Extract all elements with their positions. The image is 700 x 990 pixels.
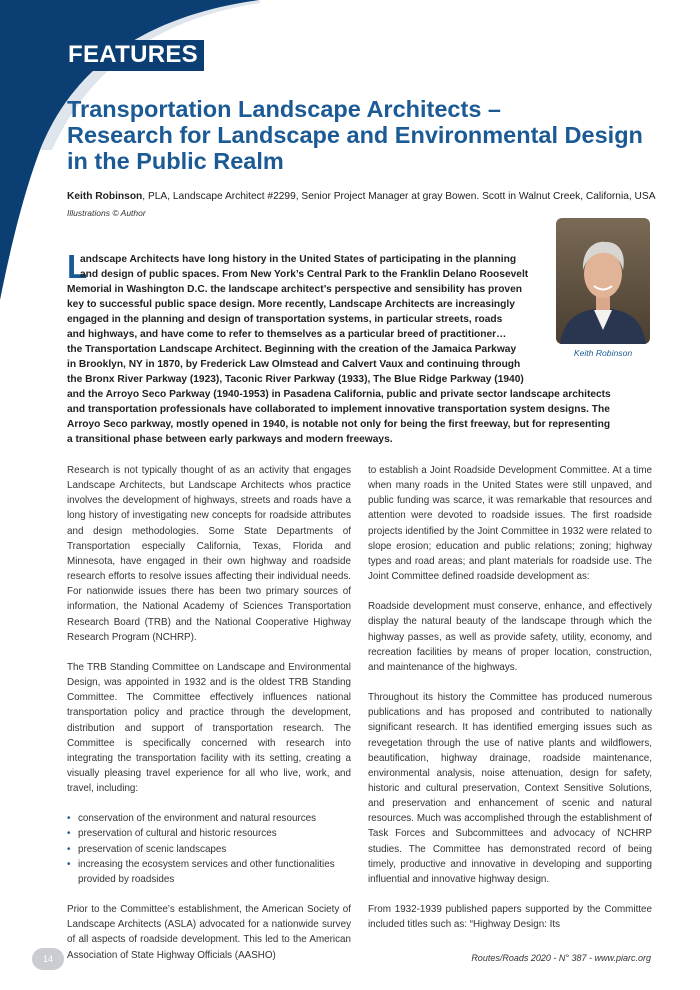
- body-paragraph: Throughout its history the Committee has produced numerous publications and has proposed and contributed to nationally significant research. It has identified emerging issues such as revegetation through the use of native plants and wildflowers, beautification, highway drainage, roadside maintenance, environmental analysis, noise attenuation, design for safety, historic and cultural preservation, Context Sensitive Solutions, and preservation and enhancement of scenic and natural resources. Much was accomplished through the establishment of Task Forces and Subcommittees and advocacy of NCHRP studies. The Committee has demonstrated record of being timely, productive and innovative in developing and supporting influential and innovative highway design.: [368, 692, 652, 885]
- illustrations-credit: Illustrations © Author: [67, 208, 146, 218]
- body-paragraph: From 1932-1939 published papers supported by the Committee included titles such as: “Highway Design: Its: [368, 904, 652, 931]
- intro-line: a transitional phase between early parkways and modern freeways.: [67, 434, 393, 445]
- intro-line: and highways, and have come to refer to themselves as a particular breed of practitioner…: [67, 329, 507, 340]
- left-column: [67, 463, 351, 978]
- title-line: Transportation Landscape Architects –: [67, 96, 501, 122]
- intro-line: the Bronx River Parkway (1923), Taconic River Parkway (1933), The Blue Ridge Parkway (1940): [67, 374, 524, 385]
- article-title: [67, 96, 667, 174]
- body-paragraph: to establish a Joint Roadside Development Committee. At a time when many roads in the United States were still unpaved, and public funding was scarce, it was remarkable that resources and attention were devoted to roadside issues. The first roadside projects identified by the Joint Committee in 1932 were related to slope erosion; education and public relations; zoning; highway types and road areas; and plant materials for roadside use. The Joint Committee defined roadside development as:: [368, 465, 652, 583]
- right-column: [368, 463, 652, 947]
- intro-paragraph: [67, 248, 653, 447]
- bullet-item: • preservation of cultural and historic resources: [67, 826, 351, 841]
- body-paragraph: The TRB Standing Committee on Landscape and Environmental Design, was appointed in 1932 and is the oldest TRB Standing Committee. The Committee effectively influences national transportation policy and practice through the development, distribution and support of transportation research. The Committee is specifically concerned with research into integrating the transportation facility with its setting, creating a visually pleasing travel experience for all who live, work, and travel, including:: [67, 661, 351, 795]
- bullet-item: • conservation of the environment and natural resources: [67, 811, 351, 826]
- bullet-list: [67, 811, 351, 887]
- intro-dropcap: L: [67, 248, 88, 285]
- intro-line: engaged in the planning and design of transportation systems, in particular streets, roads: [67, 314, 503, 325]
- intro-line: and transportation professionals have collaborated to implement innovative transportation system designs. The: [67, 404, 610, 415]
- title-line: Research for Landscape and Environmental Design: [67, 122, 643, 148]
- intro-line: in Brooklyn, NY in 1870, by Frederick Law Olmstead and Calvert Vaux and continuing through: [67, 359, 521, 370]
- author-name: Keith Robinson: [67, 191, 143, 202]
- intro-line: andscape Architects have long history in the United States of participating in the planning: [80, 254, 517, 265]
- intro-line: Memorial in Washington D.C. the landscape architect’s perspective and sensibility has proven: [67, 284, 522, 295]
- body-paragraph: Prior to the Committee’s establishment, the American Society of Landscape Architects (ASLA) advocated for a nationwide survey of all aspects of roadside development. This led to the American Association of State Highway Officials (AASHO): [67, 904, 351, 961]
- bullet-item: • preservation of scenic landscapes: [67, 842, 351, 857]
- page-number: 14: [32, 948, 64, 970]
- section-tag: FEATURES: [64, 40, 204, 71]
- intro-line: key to successful public space design. More recently, Landscape Architects are increasingly: [67, 299, 515, 310]
- body-paragraph: Roadside development must conserve, enhance, and effectively display the natural beauty of the landscape through which the highway passes, as well as provide safety, utility, economy, and recreation facilities by means of proper location, construction, and maintenance of the highways.: [368, 601, 652, 673]
- intro-line: the Transportation Landscape Architect. Beginning with the creation of the Jamaica Parkway: [67, 344, 517, 355]
- intro-line: and the Arroyo Seco Parkway (1940-1953) in Pasadena California, public and private sector landscape architects: [67, 389, 611, 400]
- byline: [67, 191, 656, 202]
- body-paragraph: Research is not typically thought of as an activity that engages Landscape Architects, but Landscape Architects whos practice involves the development of highways, streets and roads have a long history of investigating new concepts for roadside attributes and design methodologies. Some State Departments of Transportation especially California, Texas, Florida and Minnesota, have engaged in their own highway and roadside research efforts to resolve issues affecting their individual needs. For nationwide issues there has been two primary sources of information, the National Academy of Sciences Transportation Research Board (TRB) and the National Cooperative Highway Research Program (NCHRP).: [67, 465, 351, 643]
- title-line: in the Public Realm: [67, 148, 284, 174]
- bullet-item: • increasing the ecosystem services and other functionalities provided by roadsides: [67, 857, 351, 887]
- footer-text: Routes/Roads 2020 - N° 387 - www.piarc.org: [471, 953, 651, 963]
- portrait-caption: Keith Robinson: [573, 348, 633, 358]
- author-details: , PLA, Landscape Architect #2299, Senior Project Manager at gray Bowen. Scott in Walnut Creek, California, USA: [142, 191, 656, 202]
- intro-line: Arroyo Seco parkway, mostly opened in 1940, is notable not only for being the first freeway, but for representing: [67, 419, 611, 430]
- intro-line: and design of public spaces. From New York’s Central Park to the Franklin Delano Roosevelt: [80, 269, 529, 280]
